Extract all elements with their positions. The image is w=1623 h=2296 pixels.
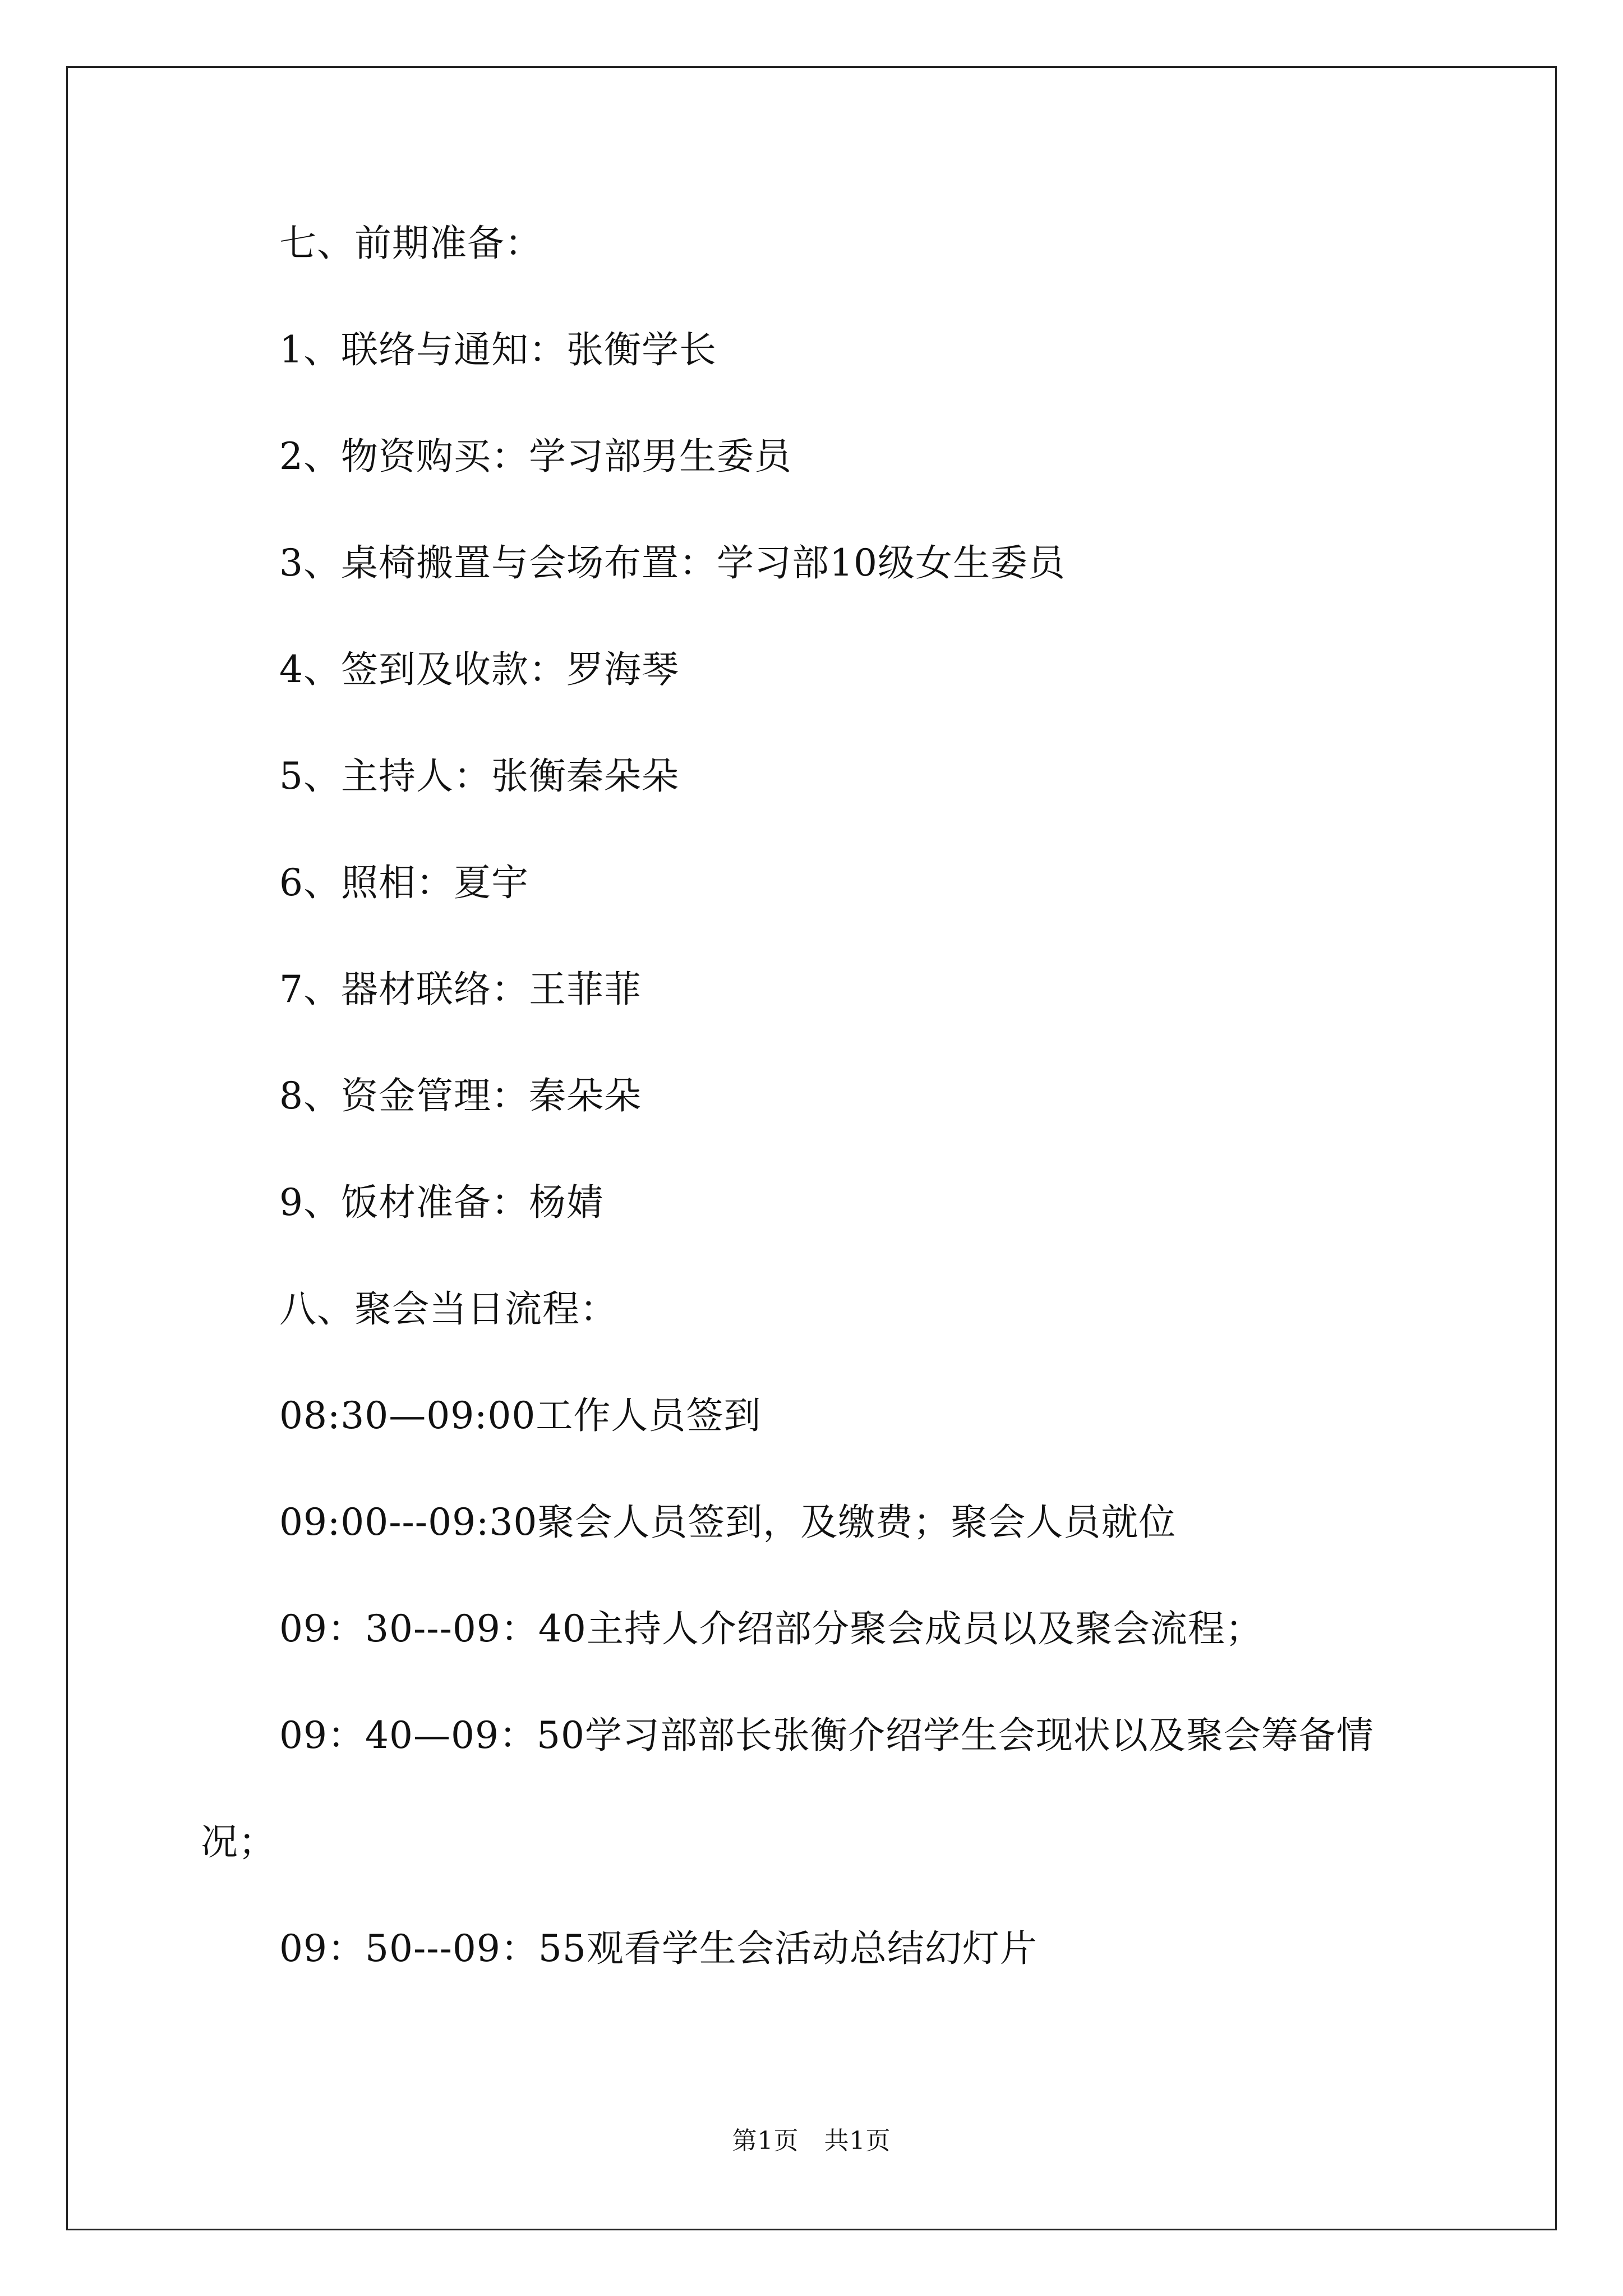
schedule-item: 09：30---09：40主持人介绍部分聚会成员以及聚会流程；	[279, 1607, 1263, 1650]
schedule-item: 09：50---09：55观看学生会活动总结幻灯片	[279, 1927, 1038, 1970]
section-heading-schedule: 八、聚会当日流程：	[279, 1287, 617, 1331]
list-item: 7、器材联络：王菲菲	[279, 968, 642, 1011]
list-item: 9、饭材准备：杨婧	[279, 1181, 604, 1224]
schedule-item: 09：40—09：50学习部部长张衡介绍学生会现状以及聚会筹备情况；	[201, 1714, 1374, 1864]
list-item: 8、资金管理：秦朵朵	[279, 1074, 642, 1117]
document-body	[201, 222, 1440, 2033]
list-item: 2、物资购买：学习部男生委员	[279, 435, 792, 478]
schedule-item: 09:00---09:30聚会人员签到，及缴费；聚会人员就位	[279, 1501, 1177, 1544]
list-item: 3、桌椅搬置与会场布置：学习部10级女生委员	[279, 541, 1066, 585]
list-item: 5、主持人：张衡秦朵朵	[279, 754, 679, 798]
list-item: 6、照相：夏宇	[279, 861, 529, 904]
page-footer: 第1页 共1页	[732, 2127, 891, 2155]
schedule-item: 08:30—09:00工作人员签到	[279, 1394, 762, 1437]
section-heading-preparation: 七、前期准备：	[279, 222, 542, 265]
list-item: 4、签到及收款：罗海琴	[279, 648, 679, 691]
list-item: 1、联络与通知：张衡学长	[279, 328, 717, 371]
